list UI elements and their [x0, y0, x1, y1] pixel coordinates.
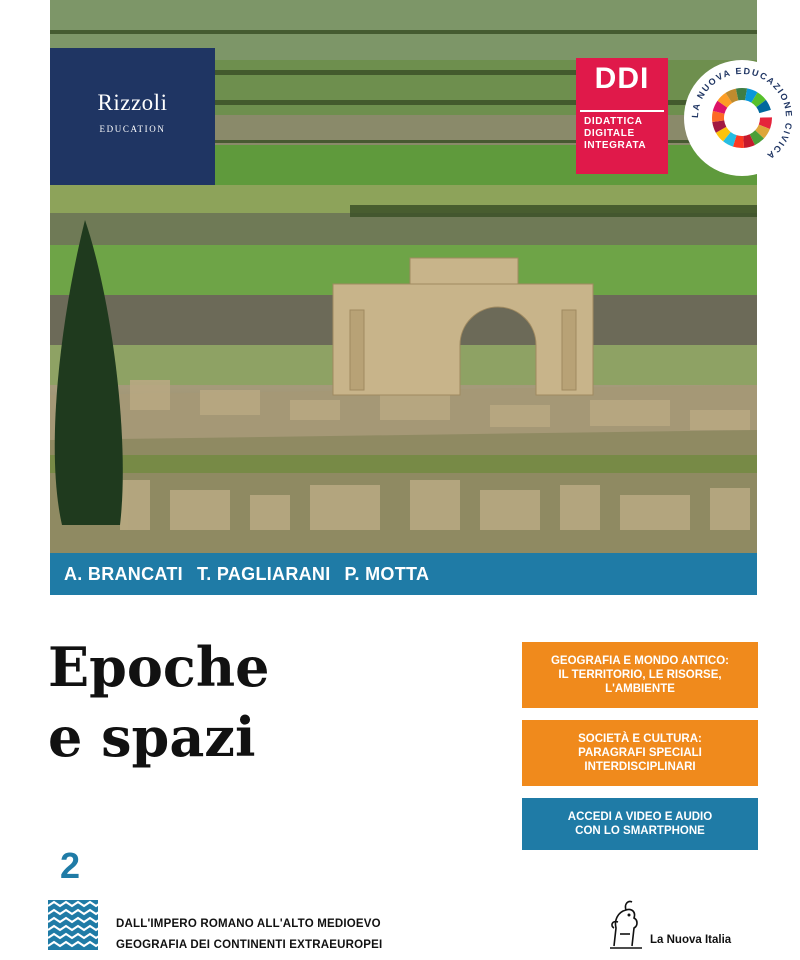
rizzoli-education-logo [50, 48, 215, 185]
brand-division: EDUCATION [99, 124, 166, 134]
ddi-text: DIDATTICA DIGITALE INTEGRATA [584, 116, 647, 151]
feature-box-geografia: GEOGRAFIA E MONDO ANTICO: IL TERRITORIO, LE RISORSE, L'AMBIENTE [522, 642, 758, 708]
brand-name: Rizzoli [97, 90, 168, 115]
educazione-civica-badge [684, 60, 800, 176]
title-line-1: Epoche [48, 635, 270, 699]
author-3: P. MOTTA [344, 563, 430, 584]
imprint-name: La Nuova Italia [650, 934, 732, 946]
title-line-2: e spazi [48, 705, 256, 769]
ddi-acronym: DDI [594, 62, 650, 95]
subtitle-line-1: DALL'IMPERO ROMANO ALL'ALTO MEDIOEVO [116, 918, 381, 930]
ddi-badge [576, 58, 668, 174]
feature-box-societa: SOCIETÀ E CULTURA: PARAGRAFI SPECIALI INTERDISCIPLINARI [522, 720, 758, 786]
author-2: T. PAGLIARANI [196, 563, 331, 584]
subtitle-line-2: GEOGRAFIA DEI CONTINENTI EXTRAEUROPEI [116, 939, 383, 951]
authors-bar [50, 553, 757, 595]
volume-number: 2 [60, 845, 81, 886]
civica-text: LA NUOVA EDUCAZIONE CIVICA [689, 65, 795, 162]
sdg-wheel-icon [684, 60, 800, 176]
book-title [48, 632, 269, 772]
wave-pattern-icon [48, 900, 98, 950]
ddi-divider [580, 110, 664, 112]
feature-box-video: ACCEDI A VIDEO E AUDIO CON LO SMARTPHONE [522, 798, 758, 850]
la-nuova-italia-logo [604, 898, 764, 954]
cover-photo-volubilis-arch [50, 0, 795, 553]
volume-subtitle [116, 914, 382, 956]
author-1: A. BRANCATI [64, 563, 183, 584]
lion-emblem-icon [604, 898, 648, 954]
